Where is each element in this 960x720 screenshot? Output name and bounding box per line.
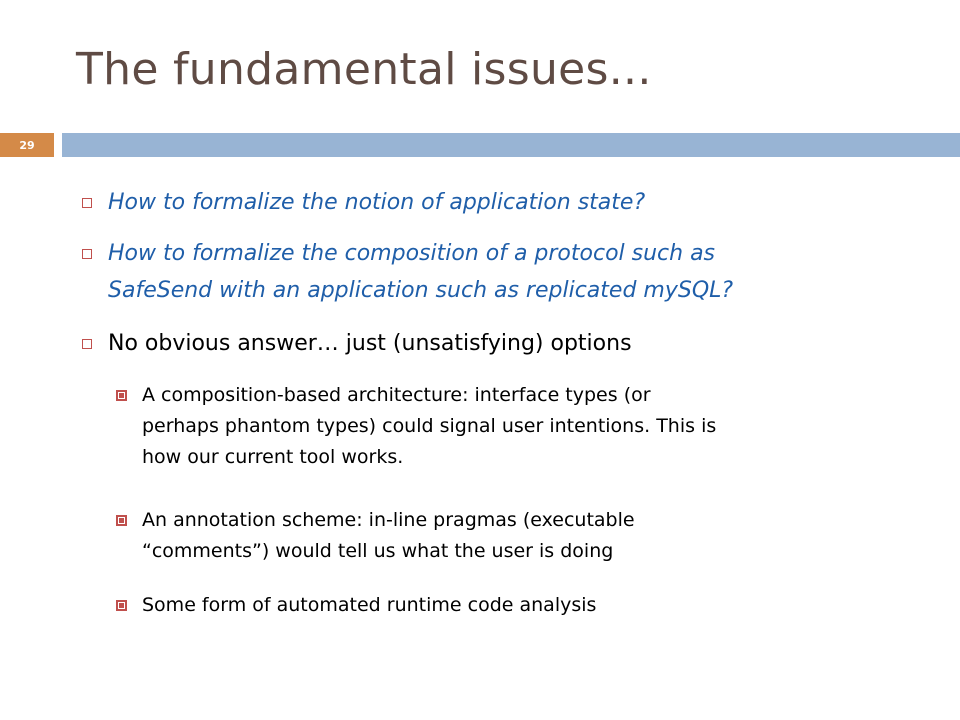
bullet-line: How to formalize the notion of application state? bbox=[108, 190, 646, 215]
filled-square-bullet-icon bbox=[116, 390, 127, 401]
bullet-line: SafeSend with an application such as replicated mySQL? bbox=[108, 278, 734, 303]
bullet-line: Some form of automated runtime code analysis bbox=[142, 594, 597, 616]
slide-number-badge: 29 bbox=[0, 133, 54, 157]
square-bullet-icon bbox=[82, 249, 92, 259]
square-bullet-icon bbox=[82, 198, 92, 208]
slide-title: The fundamental issues... bbox=[76, 44, 652, 95]
bullet-line: No obvious answer… just (unsatisfying) options bbox=[108, 331, 632, 356]
square-bullet-icon bbox=[82, 339, 92, 349]
bullet-line: how our current tool works. bbox=[142, 446, 404, 468]
bullet-line: An annotation scheme: in-line pragmas (executable bbox=[142, 509, 635, 531]
bullet-line: “comments”) would tell us what the user is doing bbox=[142, 540, 614, 562]
bullet-line: How to formalize the composition of a protocol such as bbox=[108, 241, 716, 266]
title-rule-bar bbox=[62, 133, 960, 157]
filled-square-bullet-icon bbox=[116, 600, 127, 611]
bullet-line: perhaps phantom types) could signal user intentions. This is bbox=[142, 415, 717, 437]
bullet-line: A composition-based architecture: interface types (or bbox=[142, 384, 651, 406]
filled-square-bullet-icon bbox=[116, 515, 127, 526]
